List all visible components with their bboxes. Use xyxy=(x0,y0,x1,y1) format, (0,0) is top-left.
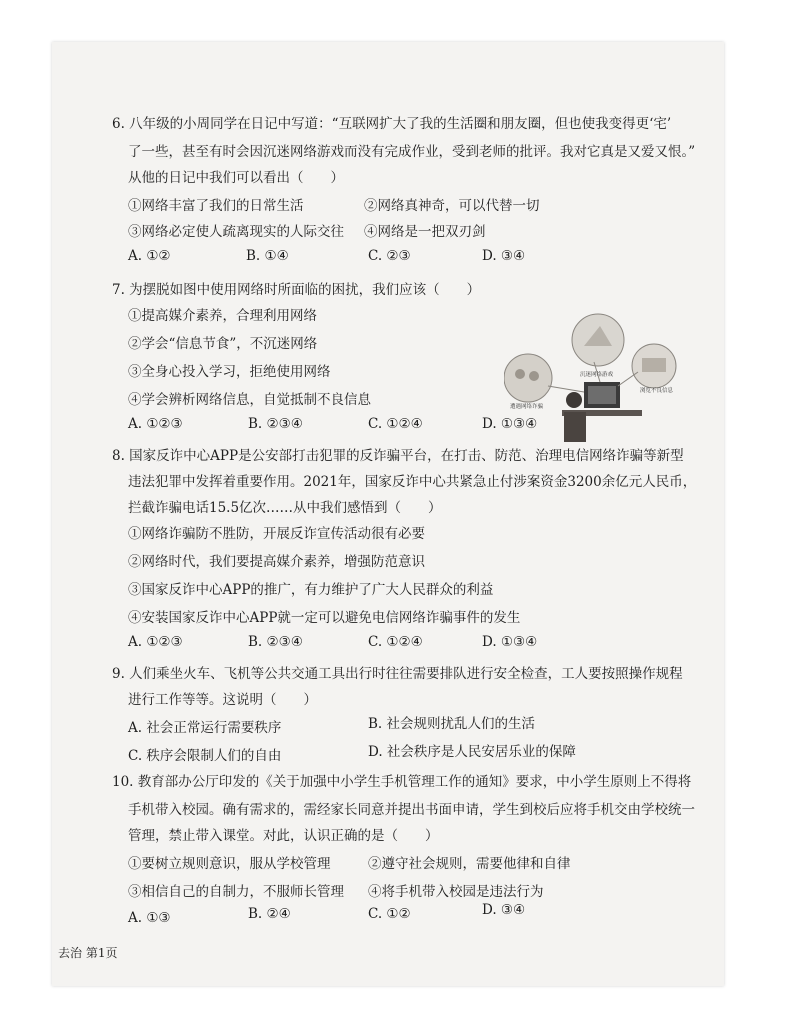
q10-choice-d[interactable]: D. ③④ xyxy=(482,902,526,918)
q7-item-2: ②学会“信息节食”，不沉迷网络 xyxy=(128,336,318,352)
q10-stem-line-3: 管理，禁止带入课堂。对此，认识正确的是（ ） xyxy=(128,828,439,844)
q9-choice-a[interactable]: A. 社会正常运行需要秩序 xyxy=(128,720,282,736)
q6-choice-a[interactable]: A. ①② xyxy=(128,248,171,264)
q7-choice-a[interactable]: A. ①②③ xyxy=(128,416,183,432)
exam-page xyxy=(52,42,724,986)
q9-choice-b[interactable]: B. 社会规则扰乱人们的生活 xyxy=(368,716,536,732)
q6-stem-line-2: 了一些，甚至有时会因沉迷网络游戏而没有完成作业，受到老师的批评。我对它真是又爱又恨。” xyxy=(128,144,696,160)
q6-choice-c[interactable]: C. ②③ xyxy=(368,248,411,264)
q10-item-4: ④将手机带入校园是违法行为 xyxy=(368,884,544,900)
q10-choice-b[interactable]: B. ②④ xyxy=(248,906,291,922)
q7-choice-c[interactable]: C. ①②④ xyxy=(368,416,423,432)
q8-stem-line-1: 8. 国家反诈中心APP是公安部打击犯罪的反诈骗平台，在打击、防范、治理电信网络诈骗等新型 xyxy=(112,448,684,464)
q10-stem-line-2: 手机带入校园。确有需求的，需经家长同意并提出书面申请，学生到校后应将手机交由学校统一 xyxy=(128,802,695,818)
q7-choice-d[interactable]: D. ①③④ xyxy=(482,416,538,432)
q6-item-1: ①网络丰富了我们的日常生活 xyxy=(128,198,304,214)
q8-item-1: ①网络诈骗防不胜防，开展反诈宣传活动很有必要 xyxy=(128,526,425,542)
q10-item-2: ②遵守社会规则，需要他律和自律 xyxy=(368,856,571,872)
q8-choice-c[interactable]: C. ①②④ xyxy=(368,634,423,650)
figure-label-1: 沉迷网络游戏 xyxy=(580,372,614,378)
q6-item-4: ④网络是一把双刃剑 xyxy=(364,224,486,240)
q8-item-3: ③国家反诈中心APP的推广，有力维护了广大人民群众的利益 xyxy=(128,582,494,598)
q10-choice-c[interactable]: C. ①② xyxy=(368,906,411,922)
q6-choice-b[interactable]: B. ①④ xyxy=(246,248,289,264)
q7-stem: 7. 为摆脱如图中使用网络时所面临的困扰，我们应该（ ） xyxy=(112,282,481,298)
q6-item-2: ②网络真神奇，可以代替一切 xyxy=(364,198,540,214)
q9-stem-line-1: 9. 人们乘坐火车、飞机等公共交通工具出行时往往需要排队进行安全检查，工人要按照操作规程 xyxy=(112,666,683,682)
q8-choice-b[interactable]: B. ②③④ xyxy=(248,634,303,650)
q6-item-3: ③网络必定使人疏离现实的人际交往 xyxy=(128,224,344,240)
q8-stem-line-2: 违法犯罪中发挥着重要作用。2021年，国家反诈中心共紧急止付涉案资金3200余亿元人民币， xyxy=(128,474,697,490)
q7-item-4: ④学会辨析网络信息，自觉抵制不良信息 xyxy=(128,392,371,408)
q8-stem-line-3: 拦截诈骗电话15.5亿次……从中我们感悟到（ ） xyxy=(128,500,442,516)
q7-illustration xyxy=(504,312,680,446)
q10-stem-line-1: 10. 教育部办公厅印发的《关于加强中小学生手机管理工作的通知》要求，中小学生原则上不得将 xyxy=(112,774,692,790)
q7-item-3: ③全身心投入学习，拒绝使用网络 xyxy=(128,364,331,380)
q9-choice-c[interactable]: C. 秩序会限制人们的自由 xyxy=(128,748,282,764)
q9-stem-line-2: 进行工作等等。这说明（ ） xyxy=(128,692,317,708)
q8-choice-d[interactable]: D. ①③④ xyxy=(482,634,538,650)
q8-item-2: ②网络时代，我们要提高媒介素养，增强防范意识 xyxy=(128,554,425,570)
page-footer: 去治 第1页 xyxy=(58,946,118,960)
q9-choice-d[interactable]: D. 社会秩序是人民安居乐业的保障 xyxy=(368,744,576,760)
figure-label-3: 遭遇网络诈骗 xyxy=(510,404,544,410)
q8-item-4: ④安装国家反诈中心APP就一定可以避免电信网络诈骗事件的发生 xyxy=(128,610,521,626)
q10-item-3: ③相信自己的自制力，不服师长管理 xyxy=(128,884,344,900)
figure-label-2: 浏览不良信息 xyxy=(640,388,674,394)
q10-choice-a[interactable]: A. ①③ xyxy=(128,910,171,926)
q6-choice-d[interactable]: D. ③④ xyxy=(482,248,526,264)
q8-choice-a[interactable]: A. ①②③ xyxy=(128,634,183,650)
q7-choice-b[interactable]: B. ②③④ xyxy=(248,416,303,432)
q7-item-1: ①提高媒介素养，合理利用网络 xyxy=(128,308,317,324)
q6-stem-line-1: 6. 八年级的小周同学在日记中写道：“互联网扩大了我的生活圈和朋友圈，但也使我变得更‘宅’ xyxy=(112,116,672,132)
q6-stem-line-3: 从他的日记中我们可以看出（ ） xyxy=(128,170,344,186)
q10-item-1: ①要树立规则意识，服从学校管理 xyxy=(128,856,331,872)
